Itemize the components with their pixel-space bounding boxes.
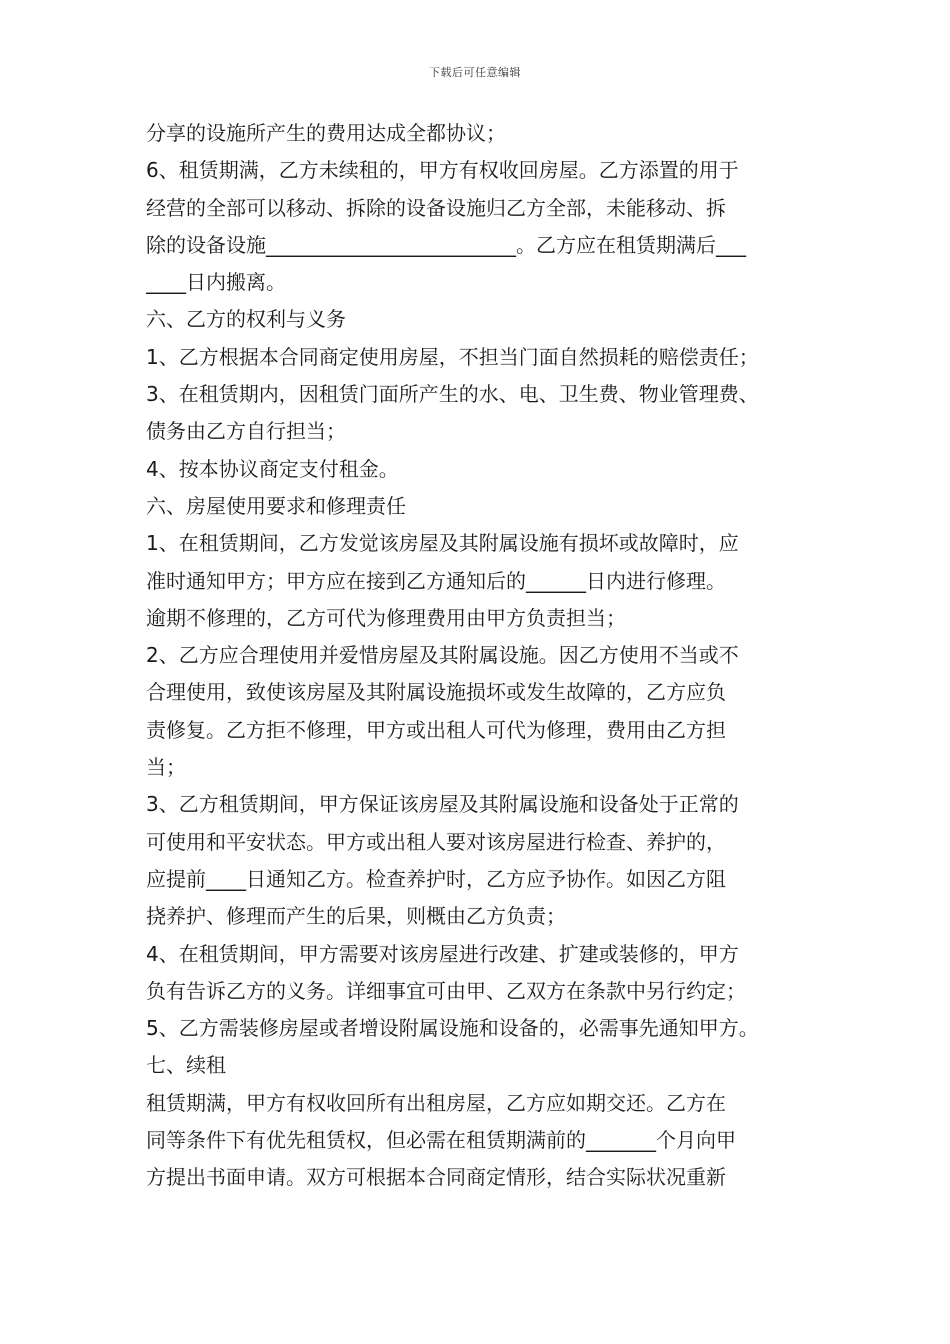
- document-body: [146, 115, 821, 1197]
- text-line: 6、租赁期满，乙方未续租的，甲方有权收回房屋。乙方添置的用于: [146, 158, 739, 183]
- text-line: 除的设备设施_________________________。乙方应在租赁期满后___: [146, 232, 746, 257]
- text-line: 1、在租赁期间，乙方发觉该房屋及其附属设施有损坏或故障时，应: [146, 531, 739, 556]
- text-line: 应提前____日通知乙方。检查养护时，乙方应予协作。如因乙方阻: [146, 866, 726, 891]
- text-line: 3、乙方租赁期间，甲方保证该房屋及其附属设施和设备处于正常的: [146, 792, 739, 817]
- text-line: 同等条件下有优先租赁权，但必需在租赁期满前的_______个月向甲: [146, 1128, 736, 1153]
- text-line: 挠养护、修理而产生的后果，则概由乙方负责；: [146, 904, 566, 929]
- text-line: 准时通知甲方；甲方应在接到乙方通知后的______日内进行修理。: [146, 568, 726, 593]
- text-line: 可使用和平安状态。甲方或出租人要对该房屋进行检查、养护的，: [146, 829, 726, 854]
- text-line: ____日内搬离。: [146, 270, 286, 295]
- text-line: 责修复。乙方拒不修理，甲方或出租人可代为修理，费用由乙方担: [146, 717, 726, 742]
- text-line: 合理使用，致使该房屋及其附属设施损坏或发生故障的，乙方应负: [146, 680, 726, 705]
- text-line: 方提出书面申请。双方可根据本合同商定情形，结合实际状况重新: [146, 1165, 726, 1190]
- section-heading: 六、房屋使用要求和修理责任: [146, 493, 406, 518]
- text-line: 2、乙方应合理使用并爱惜房屋及其附属设施。因乙方使用不当或不: [146, 643, 739, 668]
- text-line: 负有告诉乙方的义务。详细事宜可由甲、乙双方在条款中另行约定；: [146, 978, 746, 1003]
- page-header-note: 下载后可任意编辑: [429, 66, 521, 79]
- text-line: 4、按本协议商定支付租金。: [146, 456, 399, 481]
- text-line: 3、在租赁期内，因租赁门面所产生的水、电、卫生费、物业管理费、: [146, 382, 759, 407]
- text-line: 当；: [146, 755, 186, 780]
- text-line: 租赁期满，甲方有权收回所有出租房屋，乙方应如期交还。乙方在: [146, 1090, 726, 1115]
- section-heading: 六、乙方的权利与义务: [146, 307, 346, 332]
- text-line: 分享的设施所产生的费用达成全都协议；: [146, 121, 506, 145]
- text-line: 5、乙方需装修房屋或者增设附属设施和设备的，必需事先通知甲方。: [146, 1016, 759, 1041]
- section-heading: 七、续租: [146, 1053, 226, 1078]
- text-line: 逾期不修理的，乙方可代为修理费用由甲方负责担当；: [146, 605, 626, 630]
- text-line: 债务由乙方自行担当；: [146, 419, 346, 444]
- text-line: 1、乙方根据本合同商定使用房屋，不担当门面自然损耗的赔偿责任；: [146, 344, 759, 369]
- text-line: 经营的全部可以移动、拆除的设备设施归乙方全部，未能移动、拆: [146, 195, 726, 220]
- text-line: 4、在租赁期间，甲方需要对该房屋进行改建、扩建或装修的，甲方: [146, 941, 739, 966]
